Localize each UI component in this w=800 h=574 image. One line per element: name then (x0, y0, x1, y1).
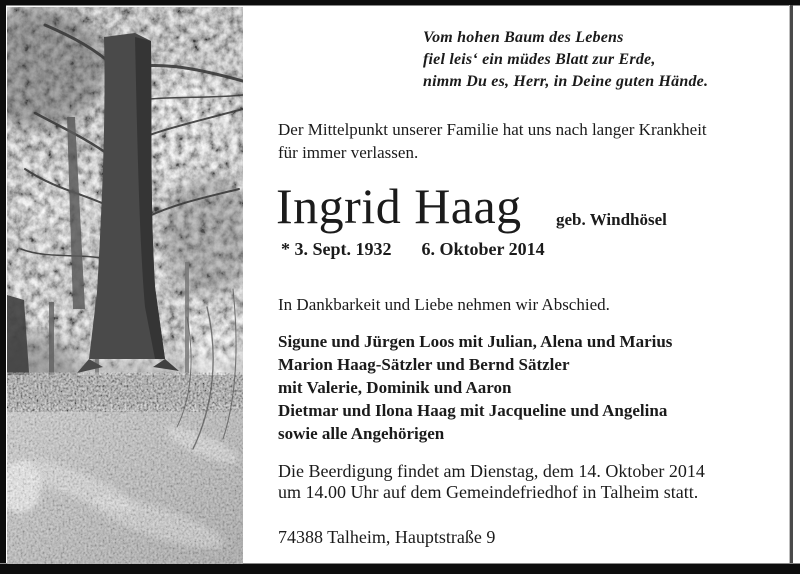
intro-text (278, 118, 707, 164)
frame-left-border (0, 0, 6, 574)
deceased-name: Ingrid Haag (276, 178, 522, 234)
mourner-line: sowie alle Angehörigen (278, 424, 445, 443)
verse-line: Vom hohen Baum des Lebens (423, 29, 624, 46)
memorial-photo (7, 7, 243, 564)
frame-top-border (0, 0, 800, 6)
birth-date: * 3. Sept. 1932 (281, 239, 392, 259)
mourner-line: Dietmar und Ilona Haag mit Jacqueline und Angelina (278, 401, 668, 420)
mourner-line: Sigune und Jürgen Loos mit Julian, Alena und Marius (278, 332, 673, 351)
funeral-line: Die Beerdigung findet am Dienstag, dem 14. Oktober 2014 (278, 461, 705, 481)
frame-right-border (789, 5, 793, 565)
death-date: 6. Oktober 2014 (421, 239, 545, 259)
mourner-line: mit Valerie, Dominik und Aaron (278, 378, 512, 397)
mourners-list (278, 330, 672, 445)
intro-line: Der Mittelpunkt unserer Familie hat uns nach langer Krankheit (278, 120, 707, 139)
intro-line: für immer verlassen. (278, 143, 419, 162)
farewell-text: In Dankbarkeit und Liebe nehmen wir Abschied. (278, 295, 610, 314)
verse-line: fiel leis‘ ein müdes Blatt zur Erde, (423, 51, 656, 68)
verse-line: nimm Du es, Herr, in Deine guten Hände. (423, 73, 709, 90)
tree-path-photo-illustration (7, 7, 243, 564)
mourner-line: Marion Haag-Sätzler und Bernd Sätzler (278, 355, 570, 374)
maiden-name: geb. Windhösel (556, 210, 667, 229)
address-line: 74388 Talheim, Hauptstraße 9 (278, 527, 496, 547)
funeral-line: um 14.00 Uhr auf dem Gemeindefriedhof in Talheim statt. (278, 482, 699, 502)
frame-bottom-border (0, 563, 800, 574)
life-dates (281, 239, 545, 260)
memorial-verse (423, 27, 708, 93)
funeral-info (278, 461, 705, 503)
